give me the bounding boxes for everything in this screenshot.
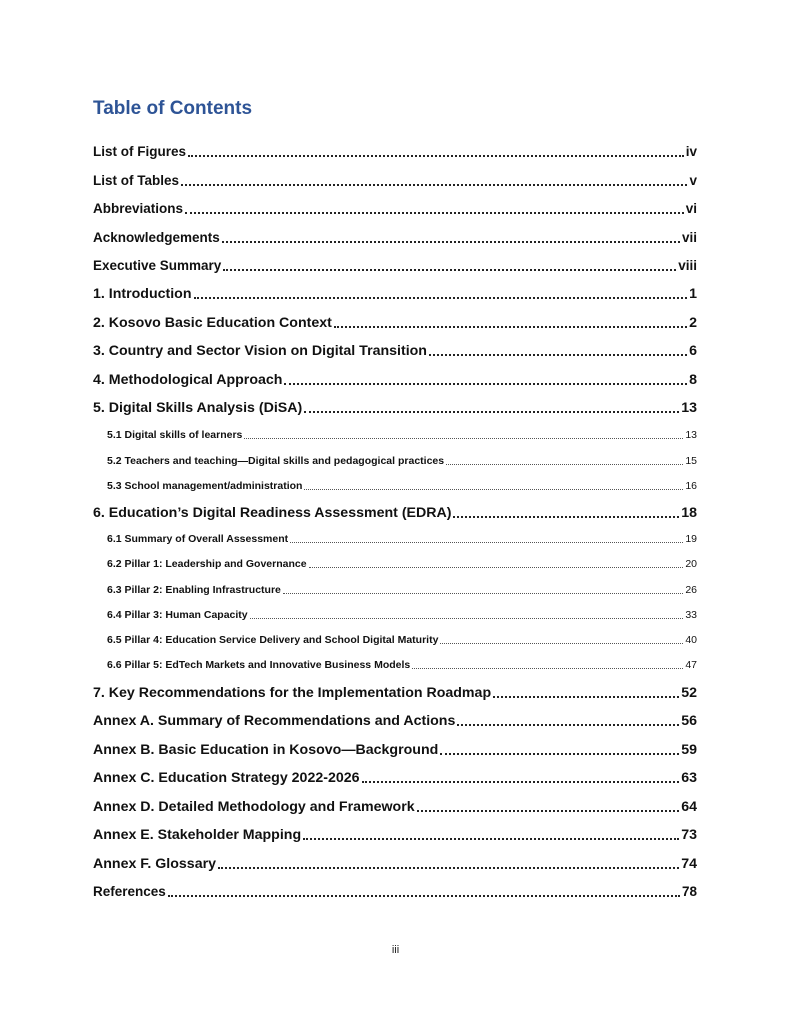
toc-entry-page[interactable]: 16: [685, 480, 697, 492]
toc-entry-title[interactable]: 1. Introduction: [93, 286, 192, 302]
toc-entry-page[interactable]: 15: [685, 455, 697, 467]
toc-entry[interactable]: [107, 531, 697, 547]
toc-entry-title[interactable]: Annex C. Education Strategy 2022-2026: [93, 770, 360, 786]
toc-entry[interactable]: [93, 882, 697, 902]
toc-entry-title[interactable]: 7. Key Recommendations for the Implementation Roadmap: [93, 685, 492, 701]
toc-entry[interactable]: [93, 825, 697, 845]
toc-dot-leader: [194, 297, 688, 299]
toc-dot-leader: [222, 241, 680, 243]
toc-entry-title[interactable]: Abbreviations: [93, 201, 184, 216]
toc-dot-leader: [440, 753, 679, 755]
toc-entry-title[interactable]: Annex F. Glossary: [93, 856, 217, 872]
toc-entry[interactable]: [107, 582, 697, 598]
toc-entry-page[interactable]: 78: [681, 884, 697, 899]
toc-dot-leader: [168, 895, 680, 897]
toc-entry[interactable]: [93, 313, 697, 333]
toc-entry[interactable]: [93, 854, 697, 874]
toc-dot-leader: [283, 593, 683, 594]
toc-entry-title[interactable]: 6.6 Pillar 5: EdTech Markets and Innovative Business Models: [107, 659, 411, 671]
toc-dot-leader: [334, 326, 687, 328]
toc-entry-page[interactable]: 26: [685, 584, 697, 596]
toc-dot-leader: [362, 781, 680, 783]
toc-dot-leader: [429, 354, 687, 356]
toc-entry[interactable]: [107, 657, 697, 673]
toc-entry[interactable]: [93, 171, 697, 191]
toc-entry-page[interactable]: 18: [681, 505, 697, 521]
toc-entry-title[interactable]: 6. Education’s Digital Readiness Assessment (EDRA): [93, 505, 452, 521]
toc-entry[interactable]: [93, 683, 697, 703]
toc-dot-leader: [304, 489, 683, 490]
toc-entry-page[interactable]: 56: [681, 713, 697, 729]
toc-entry-title[interactable]: Executive Summary: [93, 258, 222, 273]
toc-entry-title[interactable]: 6.2 Pillar 1: Leadership and Governance: [107, 558, 307, 570]
toc-dot-leader: [440, 643, 683, 644]
toc-entry-title[interactable]: 5.2 Teachers and teaching—Digital skills and pedagogical practices: [107, 455, 445, 467]
toc-dot-leader: [185, 212, 684, 214]
toc-dot-leader: [223, 269, 676, 271]
toc-entry-title[interactable]: 3. Country and Sector Vision on Digital Transition: [93, 343, 427, 359]
toc-entry-title[interactable]: 2. Kosovo Basic Education Context: [93, 315, 332, 331]
toc-entry-title[interactable]: References: [93, 884, 166, 899]
toc-dot-leader: [188, 155, 684, 157]
toc-entry[interactable]: [93, 740, 697, 760]
toc-dot-leader: [250, 618, 684, 619]
toc-entry-page[interactable]: 1: [689, 286, 697, 302]
toc-entry-page[interactable]: 13: [681, 400, 697, 416]
toc-entry-page[interactable]: 8: [689, 372, 697, 388]
toc-entry-title[interactable]: List of Figures: [93, 144, 187, 159]
toc-entry-page[interactable]: 74: [681, 856, 697, 872]
toc-entry-title[interactable]: Annex D. Detailed Methodology and Framework: [93, 799, 415, 815]
toc-entry[interactable]: [93, 370, 697, 390]
toc-entry-page[interactable]: 47: [685, 659, 697, 671]
toc-entry[interactable]: [93, 199, 697, 219]
toc-entry[interactable]: [93, 142, 697, 162]
toc-entry-title[interactable]: 6.5 Pillar 4: Education Service Delivery and School Digital Maturity: [107, 634, 439, 646]
toc-entry[interactable]: [107, 478, 697, 494]
toc-entry-page[interactable]: 33: [685, 609, 697, 621]
toc-dot-leader: [446, 464, 683, 465]
toc-entry-page[interactable]: 73: [681, 827, 697, 843]
toc-entry-title[interactable]: 6.3 Pillar 2: Enabling Infrastructure: [107, 584, 281, 596]
toc-entry-page[interactable]: 6: [689, 343, 697, 359]
toc-dot-leader: [218, 867, 679, 869]
toc-dot-leader: [412, 668, 683, 669]
toc-entry-title[interactable]: 6.4 Pillar 3: Human Capacity: [107, 609, 248, 621]
toc-entry-title[interactable]: 5.1 Digital skills of learners: [107, 429, 243, 441]
toc-entry[interactable]: [107, 607, 697, 623]
toc-entry-page[interactable]: viii: [678, 258, 697, 273]
toc-entry[interactable]: [107, 556, 697, 572]
toc-entry-title[interactable]: 5.3 School management/administration: [107, 480, 303, 492]
toc-dot-leader: [290, 542, 683, 543]
toc-entry-page[interactable]: 19: [685, 533, 697, 545]
toc-entry-page[interactable]: 20: [685, 558, 697, 570]
toc-entry[interactable]: [93, 228, 697, 248]
toc-entry[interactable]: [107, 632, 697, 648]
toc-dot-leader: [181, 184, 687, 186]
toc-dot-leader: [453, 516, 679, 518]
toc-entry[interactable]: [93, 711, 697, 731]
toc-entry-page[interactable]: 52: [681, 685, 697, 701]
toc-entry[interactable]: [107, 427, 697, 443]
toc-entry-title[interactable]: 6.1 Summary of Overall Assessment: [107, 533, 289, 545]
toc-entry-page[interactable]: 59: [681, 742, 697, 758]
toc-entry-title[interactable]: Annex A. Summary of Recommendations and Actions: [93, 713, 456, 729]
toc-entry-page[interactable]: vii: [681, 230, 697, 245]
toc-dot-leader: [309, 567, 684, 568]
toc-dot-leader: [417, 810, 680, 812]
page-title: Table of Contents: [93, 98, 253, 119]
toc-entry-title[interactable]: List of Tables: [93, 173, 180, 188]
toc-entry[interactable]: [107, 453, 697, 469]
toc-entry-page[interactable]: 63: [681, 770, 697, 786]
toc-entry[interactable]: [93, 256, 697, 276]
toc-entry-page[interactable]: 2: [689, 315, 697, 331]
toc-dot-leader: [284, 383, 687, 385]
toc-dot-leader: [303, 838, 679, 840]
toc-entry-title[interactable]: Annex B. Basic Education in Kosovo—Background: [93, 742, 439, 758]
toc-entry[interactable]: [93, 284, 697, 304]
toc-entry[interactable]: [93, 503, 697, 523]
toc-entry-page[interactable]: iv: [685, 144, 697, 159]
toc-dot-leader: [244, 438, 683, 439]
toc-dot-leader: [304, 411, 679, 413]
toc-entry-page[interactable]: 64: [681, 799, 697, 815]
toc-entry-page[interactable]: vi: [685, 201, 697, 216]
toc-dot-leader: [493, 696, 679, 698]
toc-entry[interactable]: [93, 768, 697, 788]
toc-entry[interactable]: [93, 797, 697, 817]
toc-entry[interactable]: [93, 398, 697, 418]
toc-dot-leader: [457, 724, 679, 726]
toc-entry-page[interactable]: 40: [685, 634, 697, 646]
toc-entry-title[interactable]: 4. Methodological Approach: [93, 372, 283, 388]
toc-entry-title[interactable]: Annex E. Stakeholder Mapping: [93, 827, 302, 843]
toc-entry-title[interactable]: 5. Digital Skills Analysis (DiSA): [93, 400, 303, 416]
page-number: iii: [391, 944, 400, 956]
toc-entry-title[interactable]: Acknowledgements: [93, 230, 220, 245]
toc-entry-page[interactable]: 13: [685, 429, 697, 441]
toc-entry-page[interactable]: v: [689, 173, 697, 188]
toc-entry[interactable]: [93, 341, 697, 361]
